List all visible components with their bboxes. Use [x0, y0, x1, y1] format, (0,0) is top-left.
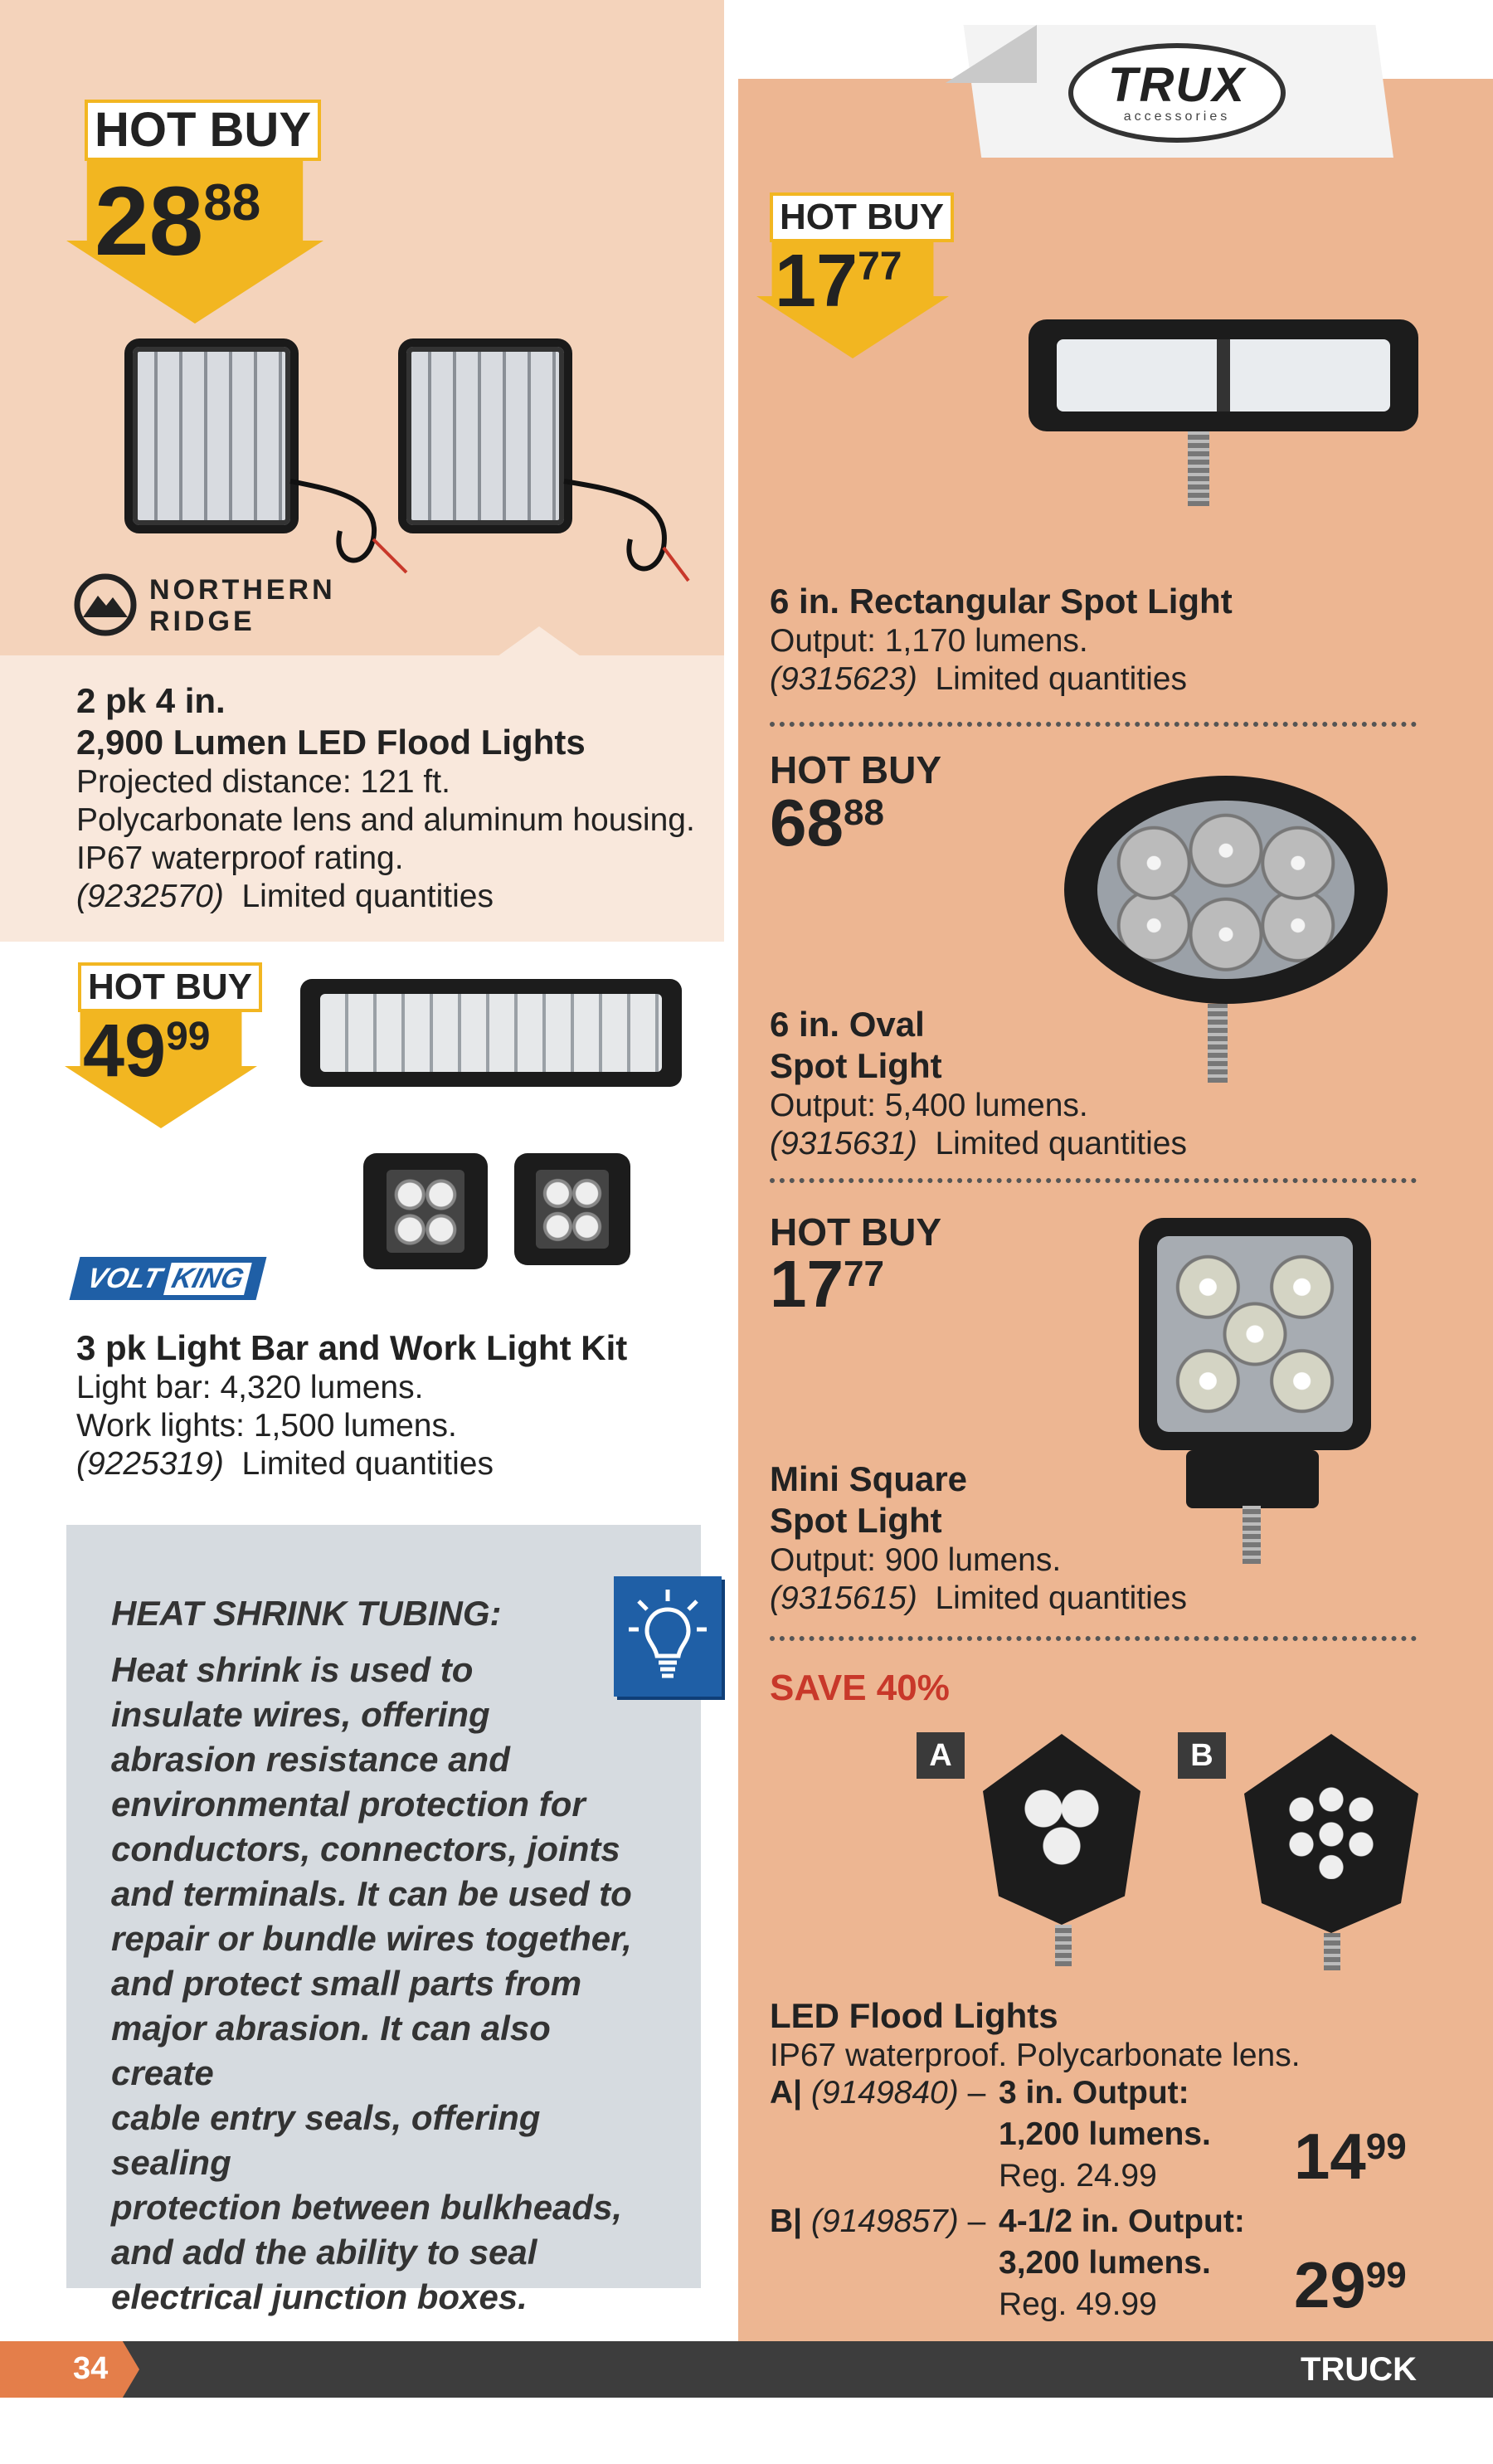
- hot-buy-badge-2: [65, 962, 257, 1128]
- variant-spec-2: 3,200 lumens.: [999, 2245, 1211, 2281]
- tip-line: cable entry seals, offering sealing: [111, 2098, 541, 2182]
- product-sku-line: (9315631) Limited quantities: [770, 1126, 1187, 1161]
- hot-buy-badge-1: [66, 100, 323, 324]
- hot-buy-badge-3: [756, 192, 949, 358]
- tip-box: [66, 1525, 701, 2316]
- footer-bar: [0, 2341, 1493, 2398]
- light-bar-image: [300, 979, 682, 1087]
- panel-notch: [498, 626, 581, 656]
- tip-line: and protect small parts from: [111, 1964, 582, 2003]
- product-spec: Light bar: 4,320 lumens.: [76, 1370, 424, 1405]
- variant-reg-price: Reg. 24.99: [999, 2158, 1157, 2194]
- rectangular-spot-light-image: [1029, 319, 1418, 431]
- lightbulb-icon: [614, 1576, 722, 1697]
- tip-line: protection between bulkheads,: [111, 2188, 623, 2227]
- variant-spec-1: 4-1/2 in. Output:: [999, 2203, 1245, 2239]
- variant-price: 2999: [1294, 2248, 1407, 2321]
- brand-line-2: RIDGE: [149, 606, 255, 637]
- variant-b: B| (9149857) – 4-1/2 in. Output: 3,200 lumens. Reg. 49.99 2999: [770, 2203, 1407, 2322]
- product-2-details: [76, 1327, 707, 1483]
- flood-light-image-1: [124, 338, 299, 533]
- hot-buy-label: HOT BUY: [770, 748, 941, 791]
- deal-price: 4999: [83, 1010, 211, 1093]
- trux-logo: [1068, 43, 1286, 143]
- variant-key: B|: [770, 2203, 803, 2239]
- trux-logo-text: TRUX: [1108, 58, 1246, 112]
- mountain-icon: [73, 572, 138, 637]
- product-title-line-1: Mini Square: [770, 1459, 968, 1498]
- mini-square-spot-light-image: [1139, 1218, 1371, 1450]
- divider: [770, 1636, 1417, 1641]
- tip-line: insulate wires, offering: [111, 1695, 490, 1734]
- hot-buy-label: HOT BUY: [85, 100, 321, 161]
- variant-price: 1499: [1294, 2120, 1407, 2193]
- product-title: 3 pk Light Bar and Work Light Kit: [76, 1328, 628, 1367]
- hot-buy-label: HOT BUY: [78, 962, 262, 1012]
- tip-line: repair or bundle wires together,: [111, 1919, 632, 1958]
- oval-spot-light-image: [1064, 776, 1388, 1004]
- product-spec: Work lights: 1,500 lumens.: [76, 1408, 457, 1444]
- product-sku-line: (9232570) Limited quantities: [76, 879, 494, 914]
- product-title-line-2: 2,900 Lumen LED Flood Lights: [76, 723, 586, 762]
- item-1-details: [770, 581, 1466, 699]
- deal-price: 1777: [775, 240, 902, 323]
- northern-ridge-logo: [73, 572, 372, 639]
- variant-sku: (9149840): [810, 2075, 959, 2111]
- label-a: A: [917, 1732, 965, 1779]
- product-output: Output: 5,400 lumens.: [770, 1088, 1088, 1123]
- variant-spec-2: 1,200 lumens.: [999, 2116, 1211, 2152]
- product-sku-line: (9225319) Limited quantities: [76, 1446, 494, 1482]
- product-title-line-1: 6 in. Oval: [770, 1005, 925, 1044]
- tip-line: abrasion resistance and: [111, 1740, 510, 1779]
- variant-spec-1: 3 in. Output:: [999, 2075, 1189, 2111]
- product-spec: Projected distance: 121 ft.: [76, 764, 450, 800]
- item-3-details: [770, 1458, 1466, 1618]
- section-label: TRUCK: [1301, 2351, 1417, 2388]
- product-1-details: [76, 680, 707, 916]
- tip-heading: HEAT SHRINK TUBING:: [111, 1594, 502, 1633]
- deal-price: 2888: [95, 167, 261, 276]
- mount-bolt: [1324, 1933, 1340, 1970]
- divider: [770, 1178, 1417, 1183]
- tip-line: electrical junction boxes.: [111, 2277, 528, 2316]
- tip-line: and terminals. It can be used to: [111, 1874, 632, 1913]
- trux-logo-sub: accessories: [1123, 110, 1231, 124]
- product-title-line-1: 2 pk 4 in.: [76, 681, 226, 720]
- product-description: IP67 waterproof. Polycarbonate lens.: [770, 2038, 1301, 2073]
- product-title-line-2: Spot Light: [770, 1501, 942, 1540]
- variant-key: A|: [770, 2075, 803, 2111]
- mount-bolt: [1055, 1925, 1072, 1966]
- tip-line: and add the ability to seal: [111, 2233, 537, 2272]
- divider: [770, 722, 1417, 727]
- work-light-image-1: [363, 1153, 488, 1269]
- product-spec: IP67 waterproof rating.: [76, 840, 404, 876]
- item-4-details: [770, 1995, 1466, 2075]
- variant-reg-price: Reg. 49.99: [999, 2286, 1157, 2322]
- volt-king-logo: VOLT KING: [70, 1257, 267, 1300]
- brand-line-1: NORTHERN: [149, 574, 336, 606]
- variant-a: A| (9149840) – 3 in. Output: 1,200 lumens. Reg. 24.99 1499: [770, 2075, 1407, 2194]
- tip-line: environmental protection for: [111, 1785, 586, 1824]
- product-output: Output: 900 lumens.: [770, 1542, 1062, 1578]
- work-light-image-2: [514, 1153, 630, 1265]
- product-title: LED Flood Lights: [770, 1996, 1058, 2035]
- product-title-line-2: Spot Light: [770, 1046, 942, 1085]
- tip-line: Heat shrink is used to: [111, 1650, 474, 1689]
- deal-price: 6888: [770, 786, 884, 859]
- variant-sku: (9149857): [810, 2203, 959, 2239]
- item-2-details: [770, 1004, 1466, 1163]
- product-output: Output: 1,170 lumens.: [770, 623, 1088, 659]
- mount-bolt: [1188, 431, 1209, 506]
- product-sku-line: (9315615) Limited quantities: [770, 1580, 1187, 1616]
- deal-price: 1777: [770, 1247, 884, 1321]
- tip-line: conductors, connectors, joints: [111, 1829, 620, 1868]
- page-number-tab: [0, 2341, 139, 2398]
- label-b: B: [1178, 1732, 1226, 1779]
- save-badge: SAVE 40%: [770, 1668, 950, 1708]
- hot-buy-label: HOT BUY: [770, 192, 954, 242]
- hot-buy-label: HOT BUY: [770, 1210, 941, 1254]
- product-spec: Polycarbonate lens and aluminum housing.: [76, 802, 695, 838]
- product-title: 6 in. Rectangular Spot Light: [770, 582, 1233, 621]
- tip-line: major abrasion. It can also create: [111, 2009, 551, 2092]
- page-number: 34: [73, 2351, 109, 2386]
- product-sku-line: (9315623) Limited quantities: [770, 661, 1187, 697]
